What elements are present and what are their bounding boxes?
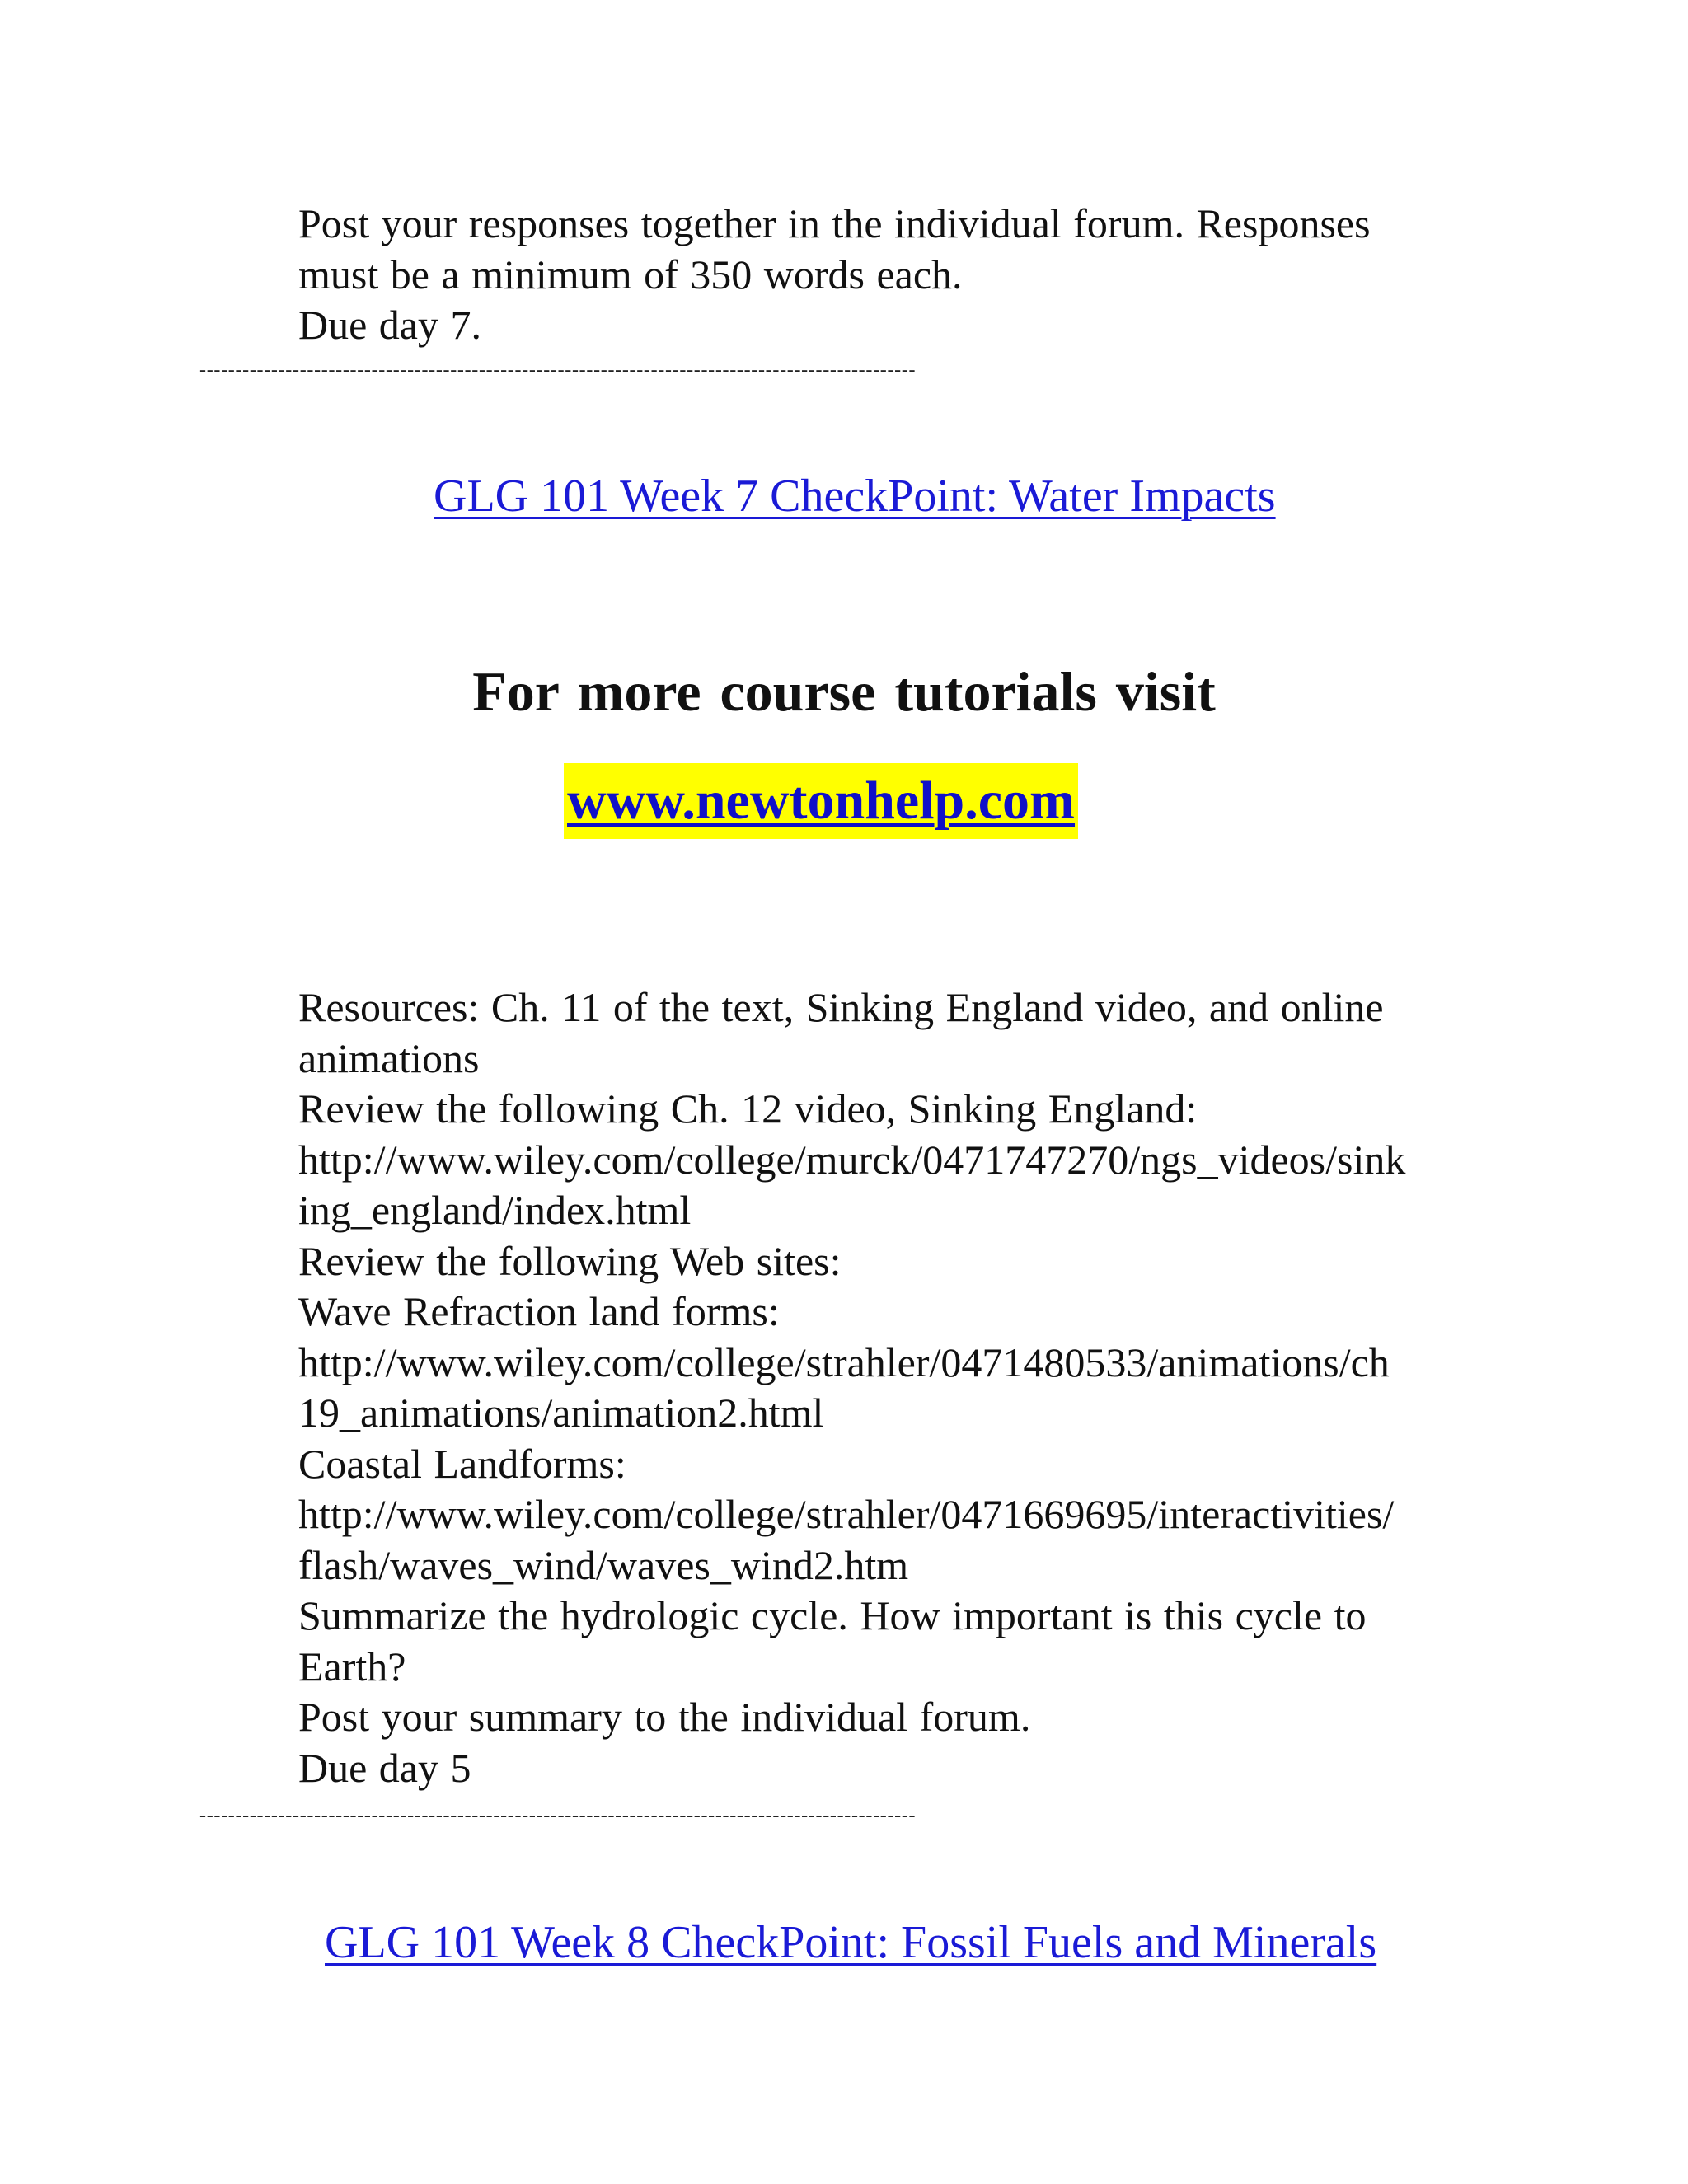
intro-paragraph xyxy=(298,199,1502,351)
body-line: flash/waves_wind/waves_wind2.htm xyxy=(298,1541,909,1588)
week8-checkpoint-link[interactable]: GLG 101 Week 8 CheckPoint: Fossil Fuels and Minerals xyxy=(325,1917,1377,1968)
intro-line: Due day 7. xyxy=(298,302,481,348)
section-divider: ---------------------------------------------------------------------------------------------------- xyxy=(199,359,917,381)
body-line: Earth? xyxy=(298,1643,406,1690)
section-divider: ---------------------------------------------------------------------------------------------------- xyxy=(199,1805,917,1826)
body-line: ing_england/index.html xyxy=(298,1187,692,1233)
body-line: Resources: Ch. 11 of the text, Sinking England video, and online xyxy=(298,984,1384,1030)
intro-line: Post your responses together in the individual forum. Responses xyxy=(298,200,1371,246)
intro-line: must be a minimum of 350 words each. xyxy=(298,251,963,298)
body-line: http://www.wiley.com/college/murck/0471747270/ngs_videos/sink xyxy=(298,1136,1406,1183)
body-line: Wave Refraction land forms: xyxy=(298,1288,780,1334)
week7-checkpoint-link[interactable]: GLG 101 Week 7 CheckPoint: Water Impacts xyxy=(434,471,1276,522)
resources-paragraph xyxy=(298,982,1502,1793)
body-line: Review the following Ch. 12 video, Sinking England: xyxy=(298,1085,1198,1132)
body-line: http://www.wiley.com/college/strahler/0471480533/animations/ch xyxy=(298,1338,1390,1385)
body-line: 19_animations/animation2.html xyxy=(298,1390,824,1436)
promo-url-link[interactable]: www.newtonhelp.com xyxy=(564,763,1078,839)
body-line: Post your summary to the individual forum. xyxy=(298,1694,1031,1740)
body-line: http://www.wiley.com/college/strahler/0471669695/interactivities/ xyxy=(298,1491,1395,1537)
body-line: Coastal Landforms: xyxy=(298,1440,626,1487)
promo-heading: For more course tutorials visit xyxy=(472,660,1216,723)
body-line: animations xyxy=(298,1034,480,1081)
body-line: Due day 5 xyxy=(298,1744,471,1791)
body-line: Review the following Web sites: xyxy=(298,1237,842,1284)
body-line: Summarize the hydrologic cycle. How important is this cycle to xyxy=(298,1592,1367,1638)
